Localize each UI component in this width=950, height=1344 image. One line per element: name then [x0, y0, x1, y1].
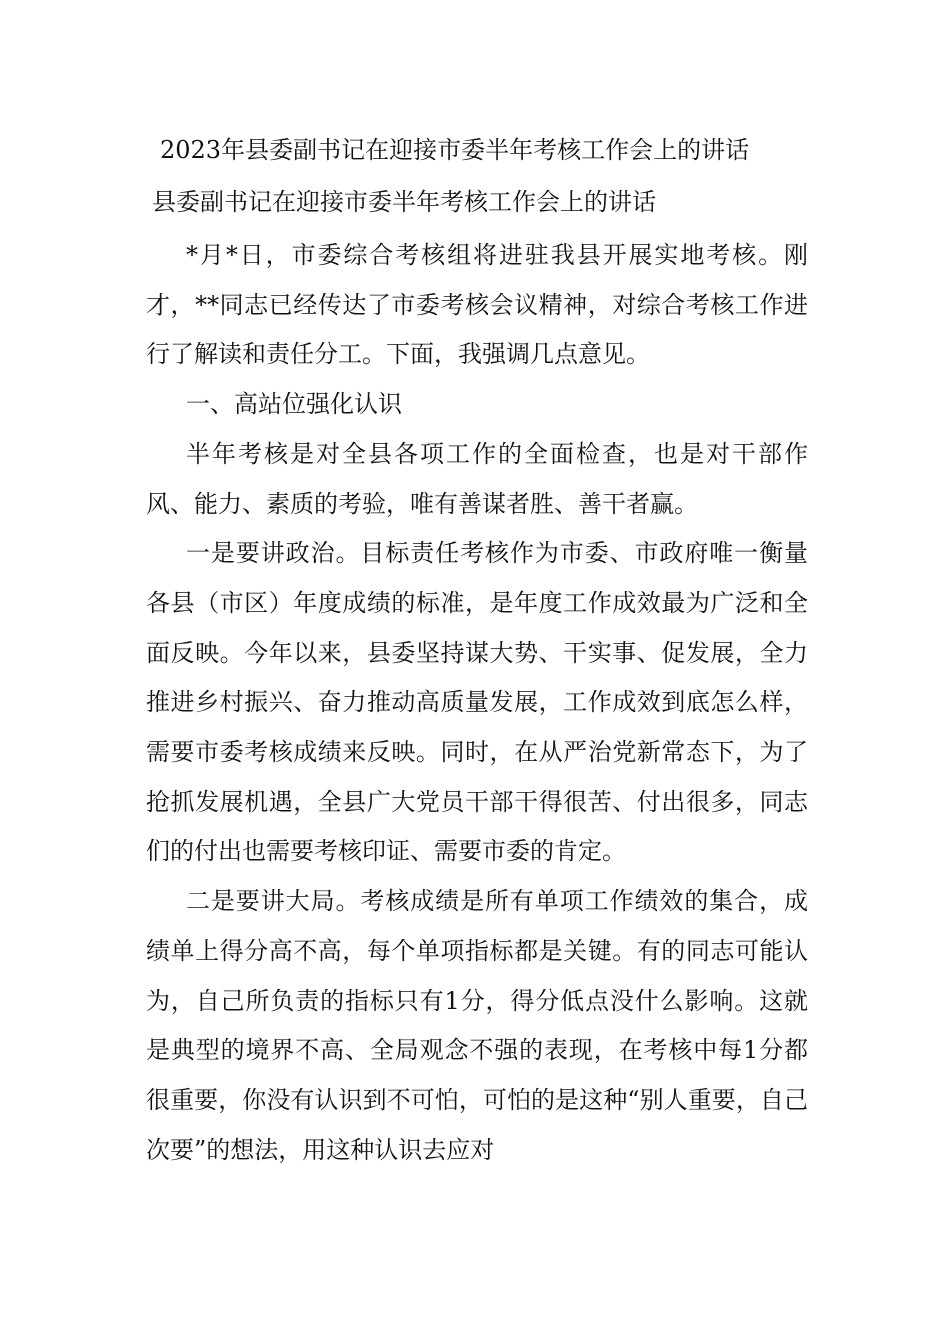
paragraph-big-picture: 二是要讲大局。考核成绩是所有单项工作绩效的集合，成绩单上得分高不高，每个单项指标都是关键。有的同志可能认为，自己所负责的指标只有1分，得分低点没什么影响。这就是典型的境界不高、全局观念不强的表现，在考核中每1分都很重要，你没有认识到不可怕，可怕的是这种“别人重要，自己次要”的想法，用这种认识去应对: [146, 887, 808, 1164]
section-heading: 一、高站位强化认识: [186, 390, 402, 419]
paragraph-politics: 一是要讲政治。目标责任考核作为市委、市政府唯一衡量各县（市区）年度成绩的标准，是年度工作成效最为广泛和全面反映。今年以来，县委坚持谋大势、干实事、促发展，全力推进乡村振兴、奋力推动高质量发展，工作成效到底怎么样，需要市委考核成绩来反映。同时，在从严治党新常态下，为了抢抓发展机遇，全县广大党员干部干得很苦、付出很多，同志们的付出也需要考核印证、需要市委的肯定。: [146, 539, 808, 866]
paragraph-overview: 半年考核是对全县各项工作的全面检查，也是对干部作风、能力、素质的考验，唯有善谋者胜、善干者赢。: [146, 439, 808, 518]
paragraph-intro: *月*日，市委综合考核组将进驻我县开展实地考核。刚才，**同志已经传达了市委考核会议精神，对综合考核工作进行了解读和责任分工。下面，我强调几点意见。: [146, 241, 808, 369]
document-body: [146, 231, 808, 1175]
document-title: 2023年县委副书记在迎接市委半年考核工作会上的讲话: [160, 136, 750, 164]
document-subtitle: 县委副书记在迎接市委半年考核工作会上的讲话: [152, 188, 656, 216]
